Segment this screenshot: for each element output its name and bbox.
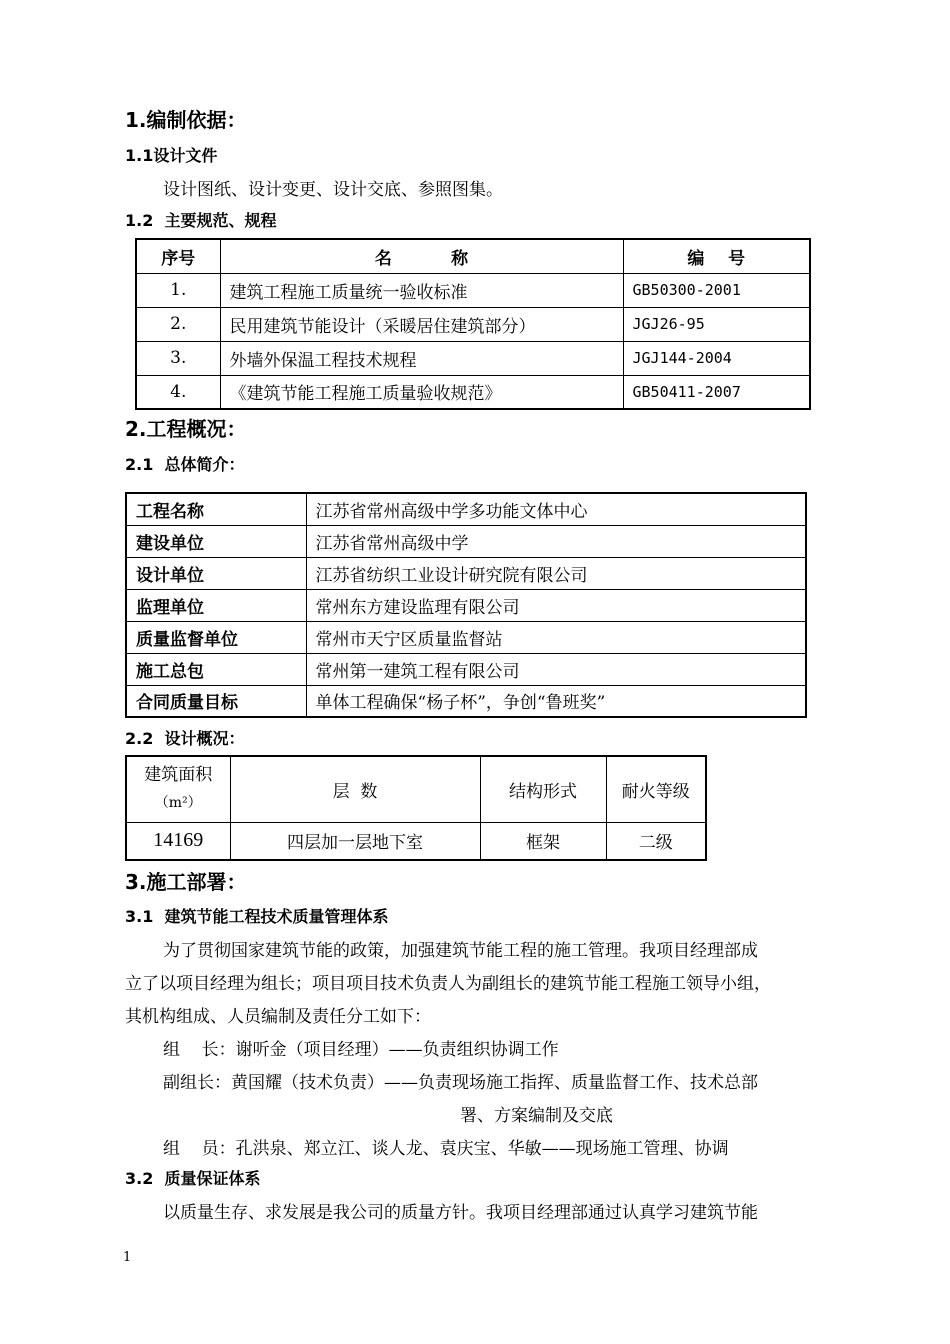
col-header-index: 序号 [136,239,220,273]
section-2-title: 2.工程概况： [125,417,247,441]
design-value-row [126,822,706,860]
overview-value: 江苏省纺织工业设计研究院有限公司 [306,557,806,589]
design-structure-value: 框架 [480,822,606,860]
standards-table [135,238,811,410]
standards-header-row [136,239,810,273]
design-floors-value: 四层加一层地下室 [230,822,480,860]
overview-label: 监理单位 [126,589,306,621]
table-row [126,525,806,557]
overview-table [125,492,807,718]
section-1-title: 1.编制依据： [125,108,247,132]
table-row [126,493,806,525]
team-members: 组 员：孔洪泉、郑立江、谈人龙、袁庆宝、华敏——现场施工管理、协调 [163,1139,729,1159]
row-name: 建筑工程施工质量统一验收标准 [220,273,623,307]
section-1-1-title: 1.1设计文件 [125,146,218,165]
table-row [136,273,810,307]
design-header-area-unit: （m²） [154,795,202,812]
row-index: 2. [136,307,220,341]
table-row [126,557,806,589]
overview-value: 单体工程确保“杨子杯”，争创“鲁班奖” [306,685,806,717]
page-number: 1 [123,1250,132,1265]
design-header-structure: 结构形式 [480,756,606,822]
table-row [136,375,810,409]
row-name: 民用建筑节能设计（采暖居住建筑部分） [220,307,623,341]
paragraph-1-line-1: 为了贯彻国家建筑节能的政策，加强建筑节能工程的施工管理。我项目经理部成 [163,941,758,961]
section-1-1-text: 设计图纸、设计变更、设计交底、参照图集。 [163,180,503,200]
paragraph-1-line-2: 立了以项目经理为组长；项目项目技术负责人为副组长的建筑节能工程施工领导小组， [125,974,771,994]
table-row [126,685,806,717]
table-row [136,307,810,341]
table-row [126,589,806,621]
row-index: 3. [136,341,220,375]
row-code: GB50411-2007 [623,375,810,409]
overview-label: 设计单位 [126,557,306,589]
paragraph-1-line-3: 其机构组成、人员编制及责任分工如下： [125,1007,431,1027]
overview-value: 常州第一建筑工程有限公司 [306,653,806,685]
design-table [125,755,707,861]
overview-label: 施工总包 [126,653,306,685]
section-3-title: 3.施工部署： [125,870,247,894]
overview-label: 合同质量目标 [126,685,306,717]
table-row [126,653,806,685]
paragraph-2-line-1: 以质量生存、求发展是我公司的质量方针。我项目经理部通过认真学习建筑节能 [163,1203,758,1223]
row-index: 1. [136,273,220,307]
section-3-2-title: 3.2 质量保证体系 [125,1169,261,1188]
row-code: JGJ26-95 [623,307,810,341]
overview-value: 常州市天宁区质量监督站 [306,621,806,653]
row-index: 4. [136,375,220,409]
overview-label: 建设单位 [126,525,306,557]
overview-value: 江苏省常州高级中学多功能文体中心 [306,493,806,525]
row-name: 外墙外保温工程技术规程 [220,341,623,375]
row-name: 《建筑节能工程施工质量验收规范》 [220,375,623,409]
section-2-1-title: 2.1 总体简介： [125,455,245,474]
col-header-name: 名 称 [220,239,623,273]
design-header-floors: 层 数 [230,756,480,822]
overview-value: 江苏省常州高级中学 [306,525,806,557]
team-vice-leader-line-2: 署、方案编制及交底 [460,1106,613,1126]
section-2-2-title: 2.2 设计概况： [125,729,245,748]
design-fire-value: 二级 [606,822,706,860]
row-code: GB50300-2001 [623,273,810,307]
table-row [136,341,810,375]
table-row [126,621,806,653]
overview-label: 质量监督单位 [126,621,306,653]
team-vice-leader-line-1: 副组长：黄国耀（技术负责）——负责现场施工指挥、质量监督工作、技术总部 [163,1073,758,1093]
design-area-value: 14169 [126,822,230,860]
design-header-area [126,756,230,822]
row-code: JGJ144-2004 [623,341,810,375]
design-header-fire: 耐火等级 [606,756,706,822]
overview-value: 常州东方建设监理有限公司 [306,589,806,621]
design-header-area-label: 建筑面积 [144,765,213,786]
team-leader: 组 长：谢听金（项目经理）——负责组织协调工作 [163,1040,559,1060]
col-header-code: 编 号 [623,239,810,273]
section-1-2-title: 1.2 主要规范、规程 [125,211,277,230]
section-3-1-title: 3.1 建筑节能工程技术质量管理体系 [125,907,389,926]
overview-label: 工程名称 [126,493,306,525]
design-header-row [126,756,706,822]
